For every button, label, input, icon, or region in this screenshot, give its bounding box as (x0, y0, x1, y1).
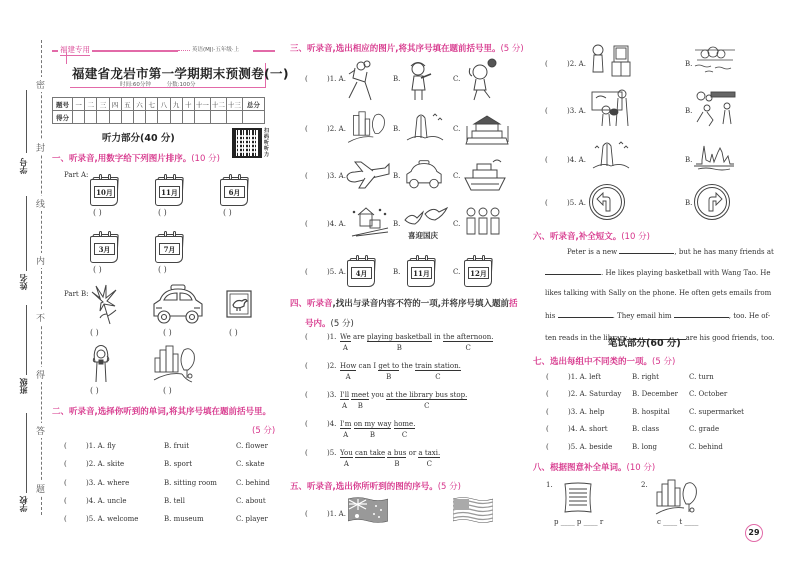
s8-item-1-hint[interactable]: p ____ p ____ r (554, 518, 604, 526)
section-3-title: 三、听录音,选出相应的图片,将其序号填在题前括号里。(5 分) (290, 44, 524, 54)
total-score-cell[interactable] (242, 111, 264, 124)
score-cell[interactable] (170, 111, 182, 124)
name-label: 姓名 (19, 274, 28, 290)
school-line[interactable] (26, 413, 27, 493)
student-id-label: 学号 (19, 158, 28, 174)
calendar-icon (220, 173, 252, 207)
teacher-and-students-icon (590, 88, 632, 130)
taxi-icon (404, 158, 444, 192)
month-label: 10月 (94, 186, 115, 198)
month-label: 6月 (224, 186, 245, 198)
score-cell[interactable] (210, 111, 226, 124)
passage-line: ten reads in the library. are his good friends, too. (545, 334, 775, 342)
written-part-title: 笔试部分(60 分) (608, 338, 681, 349)
s4-sentence: $\frac{We}{A}$ are playing basketball B in the afternoon. C (340, 333, 494, 352)
answer-paren[interactable]: ( ) (163, 386, 172, 395)
score-cell[interactable] (194, 111, 210, 124)
answer-paren[interactable]: ( ) (229, 328, 238, 337)
section-1-title: 一、听录音,用数字给下列图片排序。(10 分) (52, 154, 220, 164)
doves-icon (403, 206, 449, 228)
answer-paren[interactable]: ( (545, 199, 548, 207)
cell: 三 (97, 98, 109, 111)
s8-item-1-num: 1. (546, 481, 553, 489)
underlined-segment: meet B (351, 391, 370, 410)
cell: 八 (158, 98, 170, 111)
s4-sentence: How A can I get to B the train station. C (340, 362, 461, 381)
answer-paren[interactable]: ( (64, 479, 67, 487)
underlined-segment: can take (354, 449, 386, 457)
region-label: 福建专用 (60, 45, 90, 54)
cell: 十一 (194, 98, 210, 111)
part-a-label: Part A: (64, 171, 89, 179)
score-cell[interactable] (182, 111, 194, 124)
answer-paren[interactable]: ( (546, 408, 549, 416)
score-cell[interactable] (158, 111, 170, 124)
score-table (52, 97, 265, 124)
australia-flag-icon (348, 496, 388, 524)
qr-caption: 扫码听听力 (264, 128, 270, 158)
section-4-title-cont: 号内。(5 分) (305, 319, 354, 329)
turn-right-sign-icon (693, 183, 731, 221)
score-cell[interactable] (133, 111, 145, 124)
section-8-title: 八、根据图意补全单词。(10 分) (533, 463, 656, 473)
cell-total: 总分 (242, 98, 264, 111)
turn-left-sign-icon (588, 183, 626, 221)
name-line[interactable] (26, 196, 27, 271)
answer-paren[interactable]: ( (305, 75, 308, 83)
boy-and-tv-icon (590, 42, 636, 78)
answer-paren[interactable]: ( (546, 443, 549, 451)
underlined-segment: the afternoon. C (443, 333, 494, 352)
s8-item-2-hint[interactable]: c ____ t ____ (657, 518, 699, 526)
month-label: 12月 (468, 267, 489, 279)
score-table-score-row (53, 111, 265, 124)
city-skyline-icon (694, 144, 734, 172)
cell-label: 题号 (53, 98, 73, 111)
section-4-title: 四、听录音,找出与录音内容不符的一项,并将序号填入题前括 (290, 299, 518, 309)
cell: 十二 (210, 98, 226, 111)
s4-sentence: $\frac{I'll}{A}$ meet B you at the library bus stop. C (340, 391, 468, 410)
answer-paren[interactable]: ( ) (90, 328, 99, 337)
ship-icon (463, 158, 507, 192)
answer-paren[interactable]: ( (64, 460, 67, 468)
seaside-rocks-icon (405, 110, 445, 146)
score-cell[interactable] (97, 111, 109, 124)
cell: 二 (85, 98, 97, 111)
seal-char: 得 (36, 367, 45, 382)
answer-paren[interactable]: ( ) (158, 265, 167, 274)
score-table-header-row (53, 98, 265, 111)
seal-char: 密 (36, 77, 45, 92)
answer-paren[interactable]: ( (64, 442, 67, 450)
section-6-title: 六、听录音,补全短文。(10 分) (533, 232, 650, 242)
underlined-segment: train station. C (414, 362, 461, 381)
underlined-segment: How A (340, 362, 357, 381)
calendar-icon (90, 173, 122, 207)
cell: 九 (170, 98, 182, 111)
seal-char: 线 (36, 196, 45, 211)
header-accent-line (52, 50, 58, 52)
city-park-icon (152, 344, 198, 384)
taxi-icon (150, 284, 206, 326)
calendar-icon (464, 254, 496, 288)
school-label: 学校 (19, 496, 28, 512)
score-cell[interactable] (73, 111, 85, 124)
girl-playing-violin-icon (405, 60, 433, 102)
underlined-segment: at the library bus stop. C (386, 391, 468, 410)
exam-info (120, 80, 209, 88)
passage-line: Peter is a new , but he has many friends at (567, 248, 774, 256)
month-label: 11月 (159, 186, 180, 198)
city-park-icon (651, 478, 703, 518)
girl-on-phone-icon (88, 344, 114, 384)
score-cell[interactable] (121, 111, 133, 124)
month-label: 3月 (94, 243, 115, 255)
cell: 五 (121, 98, 133, 111)
answer-paren[interactable]: ( (305, 420, 308, 428)
lily-flower-icon (88, 284, 118, 326)
answer-paren[interactable]: ( (305, 362, 308, 370)
answer-paren[interactable]: ( (305, 510, 308, 518)
answer-paren[interactable]: ( (546, 373, 549, 381)
part-b-label: Part B: (64, 290, 89, 298)
underlined-segment: a taxi. C (418, 449, 441, 468)
underlined-segment: a bus B (387, 449, 407, 468)
underlined-segment: playing basketball B (366, 333, 432, 352)
answer-paren[interactable]: ( (305, 172, 308, 180)
city-park-icon (345, 110, 389, 146)
page-title: 福建省龙岩市第一学期期末预测卷(一) (72, 66, 289, 81)
calendar-icon (347, 254, 379, 288)
children-playing-icon (693, 90, 737, 128)
section-2-points: (5 分) (252, 426, 276, 436)
underlined-segment: get to B (378, 362, 400, 381)
score-cell[interactable] (109, 111, 121, 124)
class-label: 班级 (19, 378, 28, 394)
score-cell[interactable] (85, 111, 97, 124)
framed-bird-picture-icon (226, 290, 252, 318)
answer-paren[interactable]: ( (64, 497, 67, 505)
class-line[interactable] (26, 305, 27, 375)
seal-char: 题 (36, 481, 45, 496)
cell: 一 (73, 98, 85, 111)
answer-paren[interactable]: ( (305, 333, 308, 341)
underlined-segment: on my way B (353, 420, 392, 439)
calendar-icon (155, 173, 187, 207)
answer-paren[interactable]: ( ) (93, 208, 102, 217)
month-label: 11月 (411, 267, 432, 279)
tiananmen-icon (462, 112, 512, 146)
cell: 十三 (226, 98, 242, 111)
s8-item-2-num: 2. (641, 481, 648, 489)
section-7-title: 七、选出每组中不同类的一项。(5 分) (533, 357, 676, 367)
answer-paren[interactable]: ( ) (93, 265, 102, 274)
page-number: 29 (745, 524, 763, 542)
usa-flag-icon (453, 496, 493, 524)
answer-paren[interactable]: ( (305, 449, 308, 457)
section-5-title: 五、听录音,选出你所听到的图的序号。(5 分) (290, 482, 461, 492)
answer-paren[interactable]: ( ) (90, 386, 99, 395)
underlined-segment: $\frac{I'm}{A}$ (340, 420, 352, 439)
answer-paren[interactable]: ( (545, 156, 548, 164)
seal-char: 封 (36, 140, 45, 155)
total-score: 分数:100分 (166, 82, 196, 88)
answer-paren[interactable]: ( (305, 125, 308, 133)
answer-paren[interactable]: ( ) (158, 208, 167, 217)
calendar-icon (90, 230, 122, 264)
calendar-icon (155, 230, 187, 264)
header-connector (66, 52, 67, 64)
paper-icon (563, 482, 593, 514)
header-dotted-line (178, 50, 190, 51)
student-id-line[interactable] (26, 90, 27, 153)
answer-paren[interactable]: ( (305, 220, 308, 228)
fill-blank[interactable] (674, 310, 729, 318)
answer-paren[interactable]: ( (64, 515, 67, 523)
snowy-house-icon (350, 206, 390, 238)
underlined-segment: $\frac{I'll}{A}$ (340, 391, 350, 410)
dove-caption: 喜迎国庆 (408, 231, 438, 240)
seal-char: 内 (36, 253, 45, 268)
seaside-rocks-icon (590, 138, 632, 174)
score-cell[interactable] (226, 111, 242, 124)
underlined-segment: home. C (393, 420, 416, 439)
underlined-segment: $\frac{We}{A}$ (340, 333, 351, 352)
girl-playing-football-icon (464, 58, 498, 102)
answer-paren[interactable]: ( ) (223, 208, 232, 217)
passage-line: . He likes playing basketball with Wang Tao. He (545, 267, 771, 277)
time-limit: 时间:60分钟 (120, 82, 151, 88)
score-cell[interactable] (146, 111, 158, 124)
edition-label: 英语(MJ)·五年级·上 (192, 47, 240, 53)
answer-paren[interactable]: ( (305, 391, 308, 399)
plane-icon (345, 160, 391, 190)
passage-line: likes talking with Sally on the phone. He often gets emails from (545, 289, 772, 297)
seal-char: 答 (36, 423, 45, 438)
cell-label: 得分 (53, 111, 73, 124)
s4-sentence (340, 420, 416, 439)
answer-paren[interactable]: ( (305, 268, 308, 276)
binding-dashed-line (41, 40, 42, 515)
flowers-by-water-icon (693, 46, 737, 76)
header-accent-line (253, 50, 275, 52)
passage-line: his . They email him , too. He of- (545, 312, 771, 320)
answer-paren[interactable]: ( (546, 425, 549, 433)
answer-paren[interactable]: ( ) (163, 328, 172, 337)
fill-blank[interactable] (558, 310, 613, 318)
basketball-player-icon (343, 60, 377, 102)
answer-paren[interactable]: ( (545, 107, 548, 115)
header-accent-line (92, 50, 178, 52)
answer-paren[interactable]: ( (545, 60, 548, 68)
cell: 十 (182, 98, 194, 111)
cell: 六 (133, 98, 145, 111)
listening-part-title: 听力部分(40 分) (102, 133, 175, 144)
answer-paren[interactable]: ( (546, 390, 549, 398)
underlined-segment: You A (340, 449, 353, 468)
qr-code-icon[interactable] (232, 128, 262, 158)
seal-char: 不 (36, 310, 45, 325)
section-2-title: 二、听录音,选择你听到的单词,将其序号填在题前括号里。 (52, 407, 271, 417)
s4-sentence: You A can take a bus B or a taxi. C (340, 449, 441, 468)
fill-blank[interactable] (619, 246, 674, 254)
month-label: 4月 (351, 267, 372, 279)
fill-blank[interactable] (545, 267, 601, 275)
calendar-icon (407, 254, 439, 288)
cell: 四 (109, 98, 121, 111)
cell: 七 (146, 98, 158, 111)
family-group-icon (463, 206, 503, 238)
month-label: 7月 (159, 243, 180, 255)
